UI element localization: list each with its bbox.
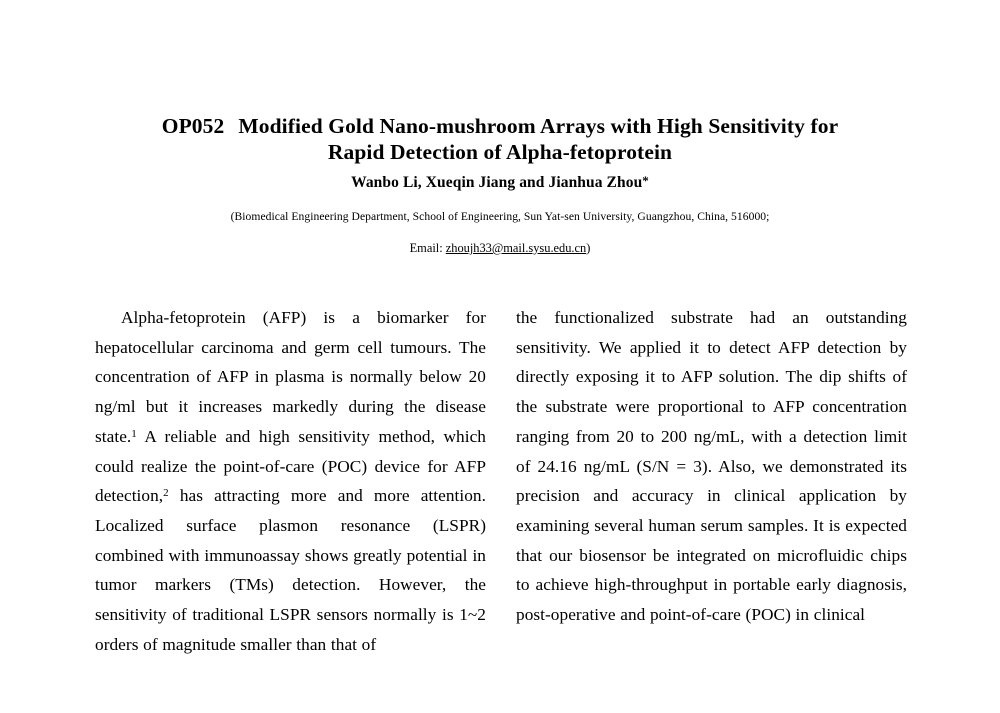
left-paragraph-part3: has attracting more and more attention. Localized surface plasmon resonance (LSPR) combined with immunoassay shows greatly potential in tumor markers (TMs) detection. However, the sensitivity of traditional LSPR sensors normally is 1~2 orders of magnitude smaller than that of — [95, 486, 486, 654]
citation-marker-1[interactable]: 1 — [131, 427, 137, 440]
body-columns — [95, 303, 907, 713]
right-column — [516, 303, 907, 713]
author-names: Wanbo Li, Xueqin Jiang and Jianhua Zhou — [351, 174, 643, 191]
left-paragraph-part1: Alpha-fetoprotein (AFP) is a biomarker for hepatocellular carcinoma and germ cell tumours. The concentration of AFP in plasma is normally below 20 ng/ml but it increases markedly during the disease state. — [95, 308, 486, 446]
email-line — [95, 240, 905, 256]
page-title — [95, 113, 905, 165]
corresponding-author-marker: * — [642, 173, 649, 188]
email-link[interactable]: zhoujh33@mail.sysu.edu.cn — [445, 241, 587, 255]
right-column-paragraph: the functionalized substrate had an outstanding sensitivity. We applied it to detect AFP detection by directly exposing it to AFP solution. The dip shifts of the substrate were proportional to AFP concentration ranging from 20 to 200 ng/mL, with a detection limit of 24.16 ng/mL (S/N = 3). Also, we demonstrated its precision and accuracy in clinical application by examining several human serum samples. It is expected that our biosensor be integrated on microfluidic chips to achieve high-throughput in portable early diagnosis, post-operative and point-of-care (POC) in clinical — [516, 308, 907, 625]
email-label: Email: — [409, 241, 443, 255]
citation-marker-2[interactable]: 2 — [163, 487, 169, 500]
left-column-paragraph — [95, 303, 486, 659]
page-title-line1: Modified Gold Nano-mushroom Arrays with High Sensitivity for — [238, 114, 839, 138]
left-column — [95, 303, 486, 713]
title-block — [95, 113, 905, 256]
left-paragraph-part2: A reliable and high sensitivity method, which could realize the point-of-care (POC) device for AFP detection, — [95, 426, 486, 506]
abstract-code: OP052 — [161, 114, 225, 138]
author-list — [95, 171, 905, 193]
email-suffix: ) — [586, 241, 591, 255]
affiliation-line: (Biomedical Engineering Department, School of Engineering, Sun Yat-sen University, Guangzhou, China, 516000; — [230, 210, 770, 223]
page-title-line2: Rapid Detection of Alpha-fetoprotein — [327, 140, 673, 164]
